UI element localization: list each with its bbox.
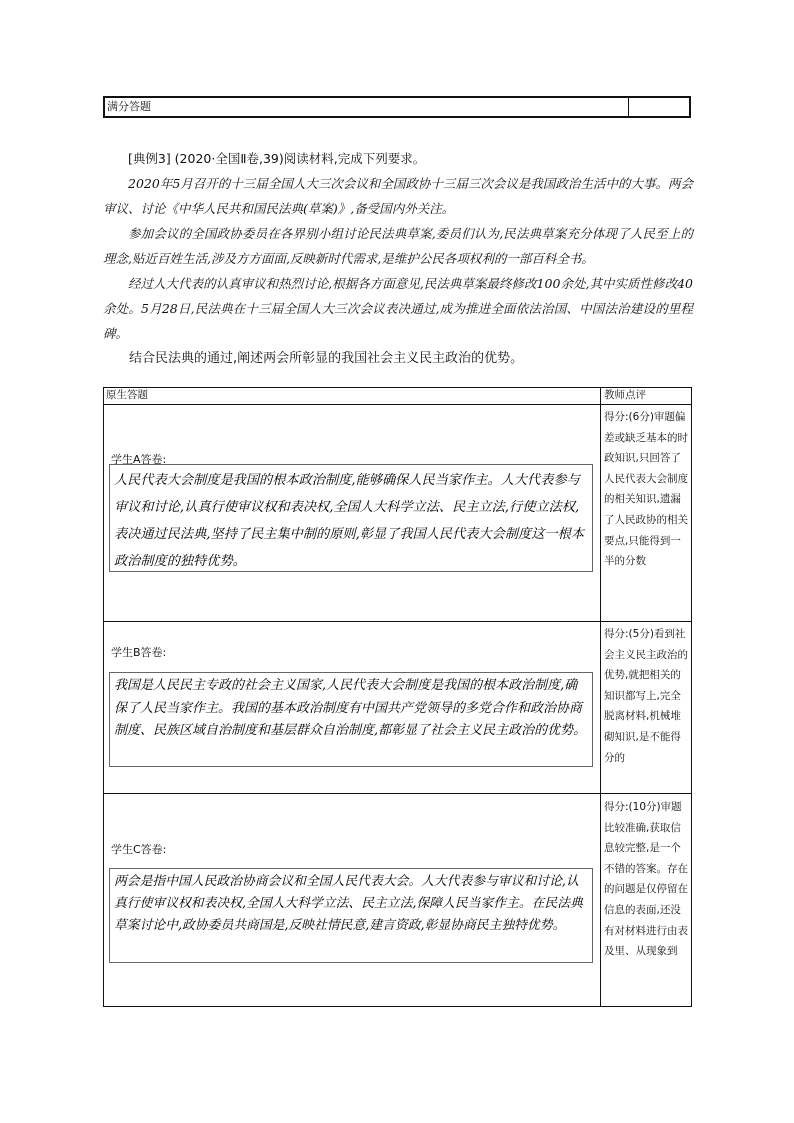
col-header-comment: 教师点评 — [604, 389, 646, 401]
col-header-answer: 原生答题 — [106, 389, 148, 401]
student-b-comment: 得分:(5分)看到社会主义民主政治的优势,就把相关的知识都写上,完全脱离材料,机械堆砌知识,是不能得分的 — [604, 628, 688, 764]
answer-type-label: 满分答题 — [105, 98, 629, 116]
material-paragraph: 经过人大代表的认真审议和热烈讨论,根据各方面意见,民法典草案最终修改100余处,其中实质性修改40余处。5月28日,民法典在十三届全国人大三次会议表决通过,成为推进全面依法治国、中国法治建设的里程碑。 — [103, 276, 693, 341]
table-header — [104, 388, 691, 405]
student-b-answer: 我国是人民民主专政的社会主义国家,人民代表大会制度是我国的根本政治制度,确保了人民当家作主。我国的基本政治制度有中国共产党领导的多党合作和政治协商制度、民族区域自治制度和基层群众自治制度,都彰显了社会主义民主政治的优势。 — [109, 672, 593, 767]
student-a-label: 学生A答卷: — [111, 453, 167, 466]
student-c-comment: 得分:(10分)审题比较准确,获取信息较完整,是一个不错的答案。存在的问题是仅停留在信息的表面,还没有对材料进行由表及里、从现象到 — [604, 801, 688, 958]
column-divider — [600, 388, 601, 1006]
material-paragraph: 2020年5月召开的十三届全国人大三次会议和全国政协十三届三次会议是我国政治生活中的大事。两会审议、讨论《中华人民共和国民法典(草案)》,备受国内外关注。 — [103, 176, 693, 216]
answer-type-blank-cell — [629, 98, 689, 116]
example-heading: [典例3] (2020·全国Ⅱ卷,39)阅读材料,完成下列要求。 — [128, 151, 426, 166]
student-b-label: 学生B答卷: — [111, 646, 167, 659]
row-divider — [104, 793, 691, 794]
student-a-answer: 人民代表大会制度是我国的根本政治制度,能够确保人民当家作主。人大代表参与审议和讨论,认真行使审议权和表决权,全国人大科学立法、民主立法,行使立法权,表决通过民法典,坚持了民主集中制的原则,彰显了我国人民代表大会制度这一根本政治制度的独特优势。 — [109, 464, 593, 572]
student-a-comment: 得分:(6分)审题偏差或缺乏基本的时政知识,只回答了人民代表大会制度的相关知识,遗漏了人民政协的相关要点,只能得到一半的分数 — [604, 411, 688, 568]
question-prompt: 结合民法典的通过,阐述两会所彰显的我国社会主义民主政治的优势。 — [129, 351, 524, 366]
row-divider — [104, 621, 691, 622]
material-paragraph: 参加会议的全国政协委员在各界别小组讨论民法典草案,委员们认为,民法典草案充分体现了人民至上的理念,贴近百姓生活,涉及方方面面,反映新时代需求,是维护公民各项权利的一部百科全书。 — [103, 226, 693, 266]
answer-type-table — [103, 96, 691, 118]
student-c-answer: 两会是指中国人民政治协商会议和全国人民代表大会。人大代表参与审议和讨论,认真行使审议权和表决权,全国人大科学立法、民主立法,保障人民当家作主。在民法典草案讨论中,政协委员共商国是,反映社情民意,建言资政,彰显协商民主独特优势。 — [109, 868, 593, 963]
question-material — [103, 146, 693, 371]
student-c-label: 学生C答卷: — [111, 843, 167, 856]
answer-comment-table — [103, 387, 692, 1007]
